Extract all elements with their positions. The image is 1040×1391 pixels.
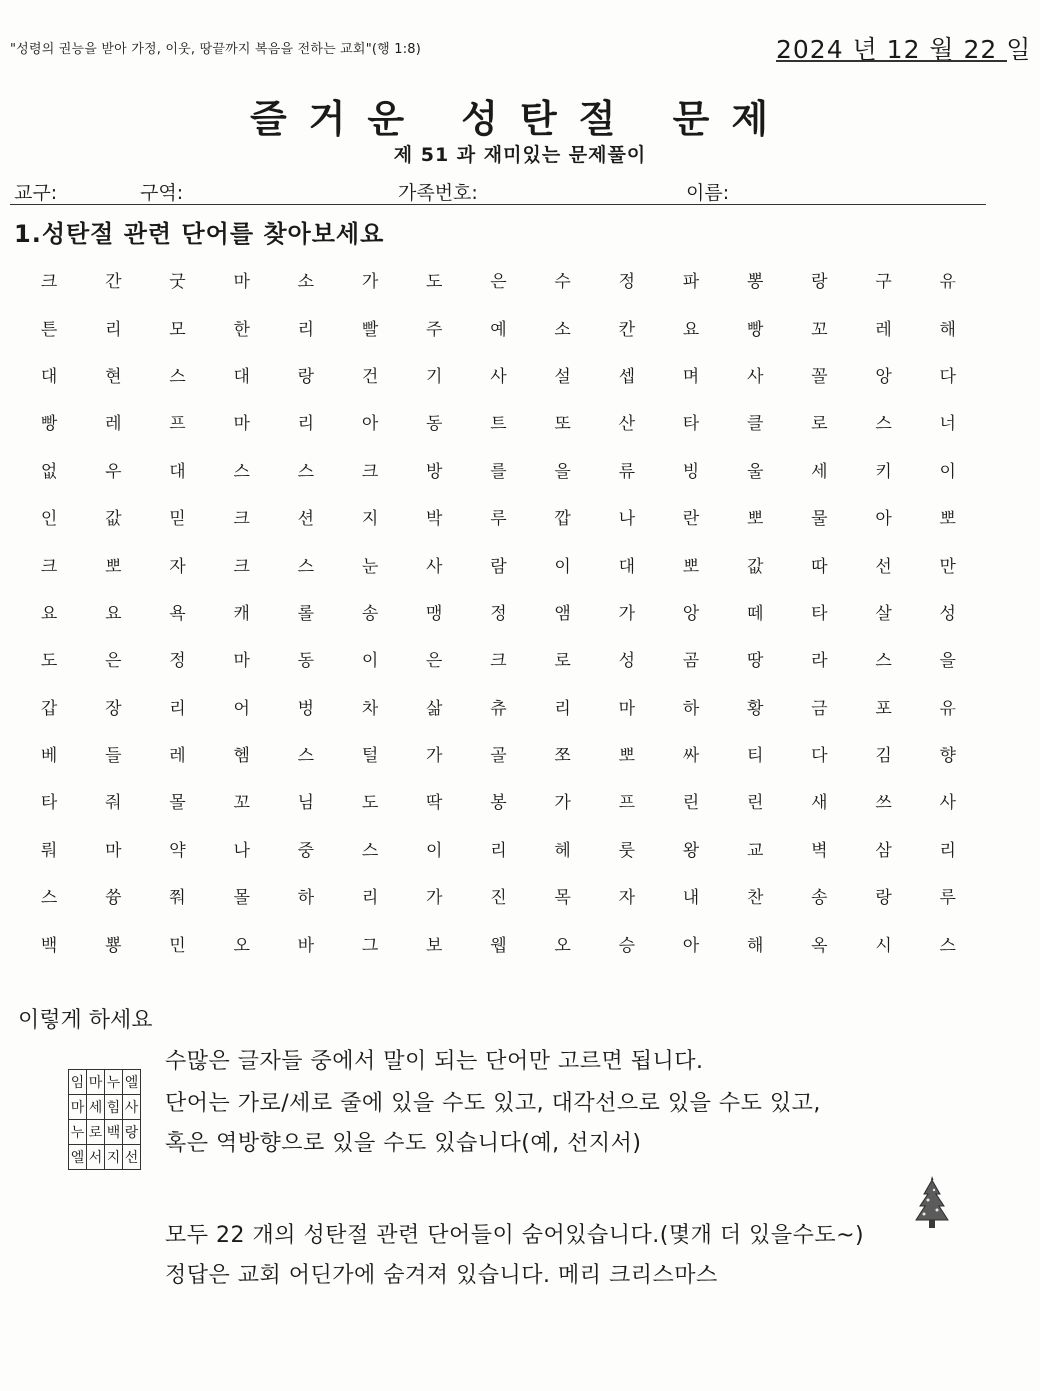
grid-cell: 로 [554, 651, 571, 672]
grid-cell: 마 [618, 698, 635, 719]
grid-cell: 보 [426, 935, 443, 956]
example-cell: 힘 [105, 1095, 123, 1120]
grid-cell: 한 [233, 319, 250, 340]
grid-cell: 이 [426, 840, 443, 861]
grid-cell: 레 [169, 746, 186, 767]
grid-cell: 뽀 [939, 509, 956, 530]
grid-cell: 레 [875, 319, 892, 340]
example-cell: 누 [69, 1120, 87, 1145]
grid-cell: 정 [490, 603, 507, 624]
grid-cell: 해 [939, 319, 956, 340]
grid-cell: 츄 [490, 698, 507, 719]
grid-cell: 마 [105, 840, 122, 861]
grid-row [17, 303, 980, 350]
grid-cell: 새 [811, 793, 828, 814]
grid-cell: 리 [297, 414, 315, 435]
grid-cell: 깝 [554, 509, 571, 530]
church-motto: "성령의 권능을 받아 가정, 이웃, 땅끝까지 복음을 전하는 교회"(행 1:8) [10, 42, 422, 57]
instruction-line: 수많은 글자들 중에서 말이 되는 단어만 고르면 됩니다. [165, 1049, 704, 1074]
grid-cell: 자 [169, 556, 186, 577]
grid-cell: 트 [490, 414, 507, 435]
grid-cell: 산 [618, 414, 635, 435]
grid-cell: 앙 [875, 366, 892, 387]
grid-cell: 방 [426, 461, 443, 482]
grid-cell: 바 [297, 935, 315, 956]
grid-cell: 값 [105, 509, 122, 530]
grid-cell: 향 [939, 746, 956, 767]
grid-cell: 룻 [618, 840, 635, 861]
grid-cell: 가 [618, 603, 635, 624]
grid-cell: 요 [40, 603, 58, 624]
grid-cell: 다 [811, 746, 828, 767]
grid-cell: 울 [746, 461, 764, 482]
lesson-subtitle: 제 51 과 재미있는 문제풀이 [393, 144, 647, 166]
grid-cell: 도 [361, 793, 379, 814]
grid-row [17, 493, 980, 540]
grid-cell: 스 [939, 935, 956, 956]
grid-cell: 가 [426, 888, 443, 909]
grid-cell: 크 [40, 556, 58, 577]
grid-cell: 뽀 [682, 556, 700, 577]
grid-cell: 스 [297, 746, 315, 767]
grid-cell: 루 [490, 509, 507, 530]
grid-cell: 나 [233, 840, 250, 861]
howto-heading: 이렇게 하세요 [18, 1008, 153, 1033]
question-1: 1.성탄절 관련 단어를 찾아보세요 [14, 220, 385, 248]
grid-cell: 기 [426, 366, 443, 387]
grid-cell: 스 [233, 461, 250, 482]
grid-cell: 유 [939, 698, 956, 719]
grid-cell: 헤 [554, 840, 571, 861]
grid-cell: 또 [554, 414, 571, 435]
grid-row [17, 683, 980, 730]
grid-cell: 동 [297, 651, 315, 672]
grid-cell: 중 [297, 840, 315, 861]
grid-cell: 동 [426, 414, 443, 435]
grid-cell: 칸 [618, 319, 635, 340]
grid-cell: 루 [939, 888, 956, 909]
grid-cell: 삶 [426, 698, 443, 719]
grid-cell: 오 [233, 935, 250, 956]
grid-cell: 목 [554, 888, 571, 909]
grid-cell: 사 [939, 793, 956, 814]
grid-cell: 설 [554, 366, 571, 387]
grid-cell: 성 [618, 651, 635, 672]
grid-row [17, 919, 980, 966]
grid-cell: 뽕 [746, 272, 764, 293]
grid-cell: 가 [426, 746, 443, 767]
grid-cell: 약 [169, 840, 186, 861]
example-cell: 엘 [123, 1070, 141, 1095]
grid-row [17, 825, 980, 872]
grid-cell: 요 [105, 603, 122, 624]
grid-cell: 눈 [361, 556, 379, 577]
grid-cell: 구 [875, 272, 892, 293]
family-number-field: 가족번호: [398, 182, 478, 204]
grid-cell: 몰 [233, 888, 250, 909]
grid-cell: 다 [939, 366, 956, 387]
grid-row [17, 588, 980, 635]
grid-row [17, 351, 980, 398]
grid-cell: 포 [875, 698, 892, 719]
page-title: 즐거운 성탄절 문제 [249, 97, 791, 141]
grid-row [17, 446, 980, 493]
example-cell: 지 [105, 1145, 123, 1170]
grid-cell: 타 [682, 414, 700, 435]
grid-cell: 줘 [105, 793, 122, 814]
grid-cell: 털 [361, 746, 379, 767]
grid-cell: 헴 [233, 746, 250, 767]
grid-cell: 이 [554, 556, 571, 577]
grid-cell: 민 [169, 935, 186, 956]
grid-cell: 들 [105, 746, 122, 767]
grid-cell: 를 [490, 461, 507, 482]
grid-cell: 린 [746, 793, 764, 814]
grid-cell: 시 [875, 935, 892, 956]
grid-cell: 리 [361, 888, 379, 909]
example-grid [68, 1069, 141, 1170]
grid-cell: 값 [746, 556, 764, 577]
example-cell: 임 [69, 1070, 87, 1095]
grid-cell: 물 [811, 509, 828, 530]
grid-cell: 굿 [169, 272, 186, 293]
grid-cell: 곰 [682, 651, 700, 672]
grid-row [17, 872, 980, 919]
example-cell: 마 [69, 1095, 87, 1120]
grid-cell: 레 [105, 414, 122, 435]
grid-cell: 스 [40, 888, 58, 909]
grid-cell: 어 [233, 698, 250, 719]
grid-cell: 아 [682, 935, 700, 956]
grid-cell: 프 [169, 414, 186, 435]
grid-cell: 마 [233, 414, 250, 435]
grid-cell: 베 [40, 746, 58, 767]
grid-cell: 만 [939, 556, 956, 577]
grid-cell: 란 [682, 509, 700, 530]
grid-cell: 며 [682, 366, 700, 387]
name-field: 이름: [686, 182, 730, 204]
grid-cell: 쓩 [105, 888, 122, 909]
grid-cell: 은 [490, 272, 507, 293]
grid-cell: 왕 [682, 840, 700, 861]
grid-cell: 없 [40, 461, 58, 482]
grid-cell: 백 [40, 935, 58, 956]
grid-cell: 김 [875, 746, 892, 767]
grid-cell: 욕 [169, 603, 186, 624]
grid-cell: 빨 [361, 319, 379, 340]
grid-cell: 타 [811, 603, 828, 624]
grid-cell: 크 [490, 651, 507, 672]
grid-cell: 정 [618, 272, 635, 293]
grid-cell: 주 [426, 319, 443, 340]
grid-cell: 소 [554, 319, 571, 340]
example-row [69, 1095, 141, 1120]
grid-cell: 롤 [297, 603, 315, 624]
grid-cell: 님 [297, 793, 315, 814]
grid-cell: 승 [618, 935, 635, 956]
grid-row [17, 540, 980, 587]
grid-cell: 을 [939, 651, 956, 672]
grid-cell: 뽀 [618, 746, 635, 767]
example-cell: 랑 [123, 1120, 141, 1145]
grid-cell: 사 [746, 366, 764, 387]
grid-cell: 뤄 [40, 840, 58, 861]
grid-cell: 해 [746, 935, 764, 956]
grid-cell: 교 [746, 840, 764, 861]
example-cell: 마 [87, 1070, 105, 1095]
grid-cell: 간 [105, 272, 122, 293]
grid-cell: 오 [554, 935, 571, 956]
grid-cell: 성 [939, 603, 956, 624]
grid-cell: 하 [682, 698, 700, 719]
instruction-line: 정답은 교회 어딘가에 숨겨져 있습니다. 메리 크리스마스 [165, 1263, 718, 1288]
grid-cell: 수 [554, 272, 571, 293]
grid-cell: 너 [939, 414, 956, 435]
grid-cell: 스 [875, 414, 892, 435]
grid-cell: 류 [618, 461, 635, 482]
grid-cell: 랑 [875, 888, 892, 909]
grid-cell: 크 [233, 556, 250, 577]
grid-cell: 이 [361, 651, 379, 672]
grid-cell: 스 [361, 840, 379, 861]
grid-cell: 로 [811, 414, 828, 435]
example-row [69, 1120, 141, 1145]
grid-cell: 셉 [618, 366, 635, 387]
grid-cell: 션 [297, 509, 315, 530]
instruction-line: 단어는 가로/세로 줄에 있을 수도 있고, 대각선으로 있을 수도 있고, [165, 1091, 821, 1116]
example-cell: 백 [105, 1120, 123, 1145]
grid-cell: 싸 [682, 746, 700, 767]
grid-row [17, 256, 980, 303]
example-row [69, 1145, 141, 1170]
grid-cell: 요 [682, 319, 700, 340]
christmas-tree-icon [910, 1176, 954, 1238]
grid-cell: 사 [426, 556, 443, 577]
grid-cell: 클 [746, 414, 764, 435]
grid-cell: 티 [746, 746, 764, 767]
grid-cell: 따 [811, 556, 828, 577]
grid-cell: 도 [426, 272, 443, 293]
grid-cell: 현 [105, 366, 122, 387]
grid-cell: 뿅 [105, 935, 122, 956]
grid-cell: 파 [682, 272, 700, 293]
grid-cell: 튼 [40, 319, 58, 340]
grid-cell: 황 [746, 698, 764, 719]
grid-cell: 가 [554, 793, 571, 814]
grid-row [17, 398, 980, 445]
grid-cell: 모 [169, 319, 186, 340]
grid-cell: 삼 [875, 840, 892, 861]
grid-cell: 마 [233, 651, 250, 672]
grid-cell: 벙 [297, 698, 315, 719]
grid-cell: 믿 [169, 509, 186, 530]
grid-cell: 송 [811, 888, 828, 909]
grid-cell: 세 [811, 461, 828, 482]
grid-cell: 몰 [169, 793, 186, 814]
grid-cell: 아 [361, 414, 379, 435]
grid-cell: 대 [618, 556, 635, 577]
grid-cell: 도 [40, 651, 58, 672]
grid-cell: 리 [554, 698, 571, 719]
grid-cell: 지 [361, 509, 379, 530]
grid-cell: 빵 [746, 319, 764, 340]
grid-cell: 크 [40, 272, 58, 293]
example-cell: 선 [123, 1145, 141, 1170]
grid-cell: 스 [297, 556, 315, 577]
date-underline [776, 60, 1007, 62]
grid-cell: 가 [361, 272, 379, 293]
grid-cell: 찬 [746, 888, 764, 909]
grid-cell: 떼 [746, 603, 764, 624]
grid-cell: 골 [490, 746, 507, 767]
grid-row [17, 730, 980, 777]
grid-cell: 유 [939, 272, 956, 293]
grid-cell: 벽 [811, 840, 828, 861]
grid-cell: 빵 [40, 414, 58, 435]
info-underline [10, 204, 986, 205]
grid-cell: 뽀 [746, 509, 764, 530]
example-cell: 로 [87, 1120, 105, 1145]
example-row [69, 1070, 141, 1095]
grid-cell: 박 [426, 509, 443, 530]
grid-cell: 건 [361, 366, 379, 387]
grid-cell: 라 [811, 651, 828, 672]
grid-cell: 나 [618, 509, 635, 530]
grid-cell: 키 [875, 461, 892, 482]
district-field: 구역: [140, 182, 184, 204]
grid-cell: 정 [169, 651, 186, 672]
instruction-line: 혹은 역방향으로 있을 수도 있습니다(예, 선지서) [165, 1131, 642, 1156]
grid-cell: 리 [939, 840, 956, 861]
grid-cell: 꼴 [811, 366, 828, 387]
word-search-grid [17, 256, 980, 967]
grid-cell: 살 [875, 603, 892, 624]
grid-cell: 선 [875, 556, 892, 577]
grid-cell: 아 [875, 509, 892, 530]
grid-cell: 우 [105, 461, 122, 482]
grid-cell: 랑 [811, 272, 828, 293]
grid-cell: 리 [105, 319, 122, 340]
grid-cell: 스 [169, 366, 186, 387]
grid-cell: 스 [875, 651, 892, 672]
grid-cell: 쓰 [875, 793, 892, 814]
grid-cell: 랑 [297, 366, 315, 387]
grid-cell: 대 [40, 366, 58, 387]
grid-cell: 금 [811, 698, 828, 719]
grid-cell: 소 [297, 272, 315, 293]
grid-cell: 갑 [40, 698, 58, 719]
grid-cell: 사 [490, 366, 507, 387]
grid-cell: 쭤 [169, 888, 186, 909]
grid-cell: 타 [40, 793, 58, 814]
grid-cell: 딱 [426, 793, 443, 814]
grid-cell: 하 [297, 888, 315, 909]
grid-cell: 예 [490, 319, 507, 340]
instruction-line: 모두 22 개의 성탄절 관련 단어들이 숨어있습니다.(몇개 더 있을수도~) [165, 1223, 865, 1248]
grid-row [17, 635, 980, 682]
grid-cell: 인 [40, 509, 58, 530]
grid-cell: 맹 [426, 603, 443, 624]
grid-cell: 은 [426, 651, 443, 672]
grid-cell: 이 [939, 461, 956, 482]
grid-cell: 땅 [746, 651, 764, 672]
grid-cell: 크 [233, 509, 250, 530]
grid-cell: 꼬 [811, 319, 828, 340]
grid-cell: 봉 [490, 793, 507, 814]
grid-cell: 스 [297, 461, 315, 482]
grid-cell: 뽀 [105, 556, 122, 577]
grid-cell: 빙 [682, 461, 700, 482]
date: 2024 년 12 월 22 일 [776, 35, 1032, 64]
grid-cell: 차 [361, 698, 379, 719]
grid-cell: 그 [361, 935, 379, 956]
grid-cell: 은 [105, 651, 122, 672]
grid-cell: 쪼 [554, 746, 571, 767]
grid-cell: 대 [169, 461, 186, 482]
parish-field: 교구: [14, 182, 58, 204]
grid-cell: 앙 [682, 603, 700, 624]
example-cell: 사 [123, 1095, 141, 1120]
grid-cell: 크 [361, 461, 379, 482]
grid-row [17, 777, 980, 824]
grid-cell: 을 [554, 461, 571, 482]
grid-cell: 프 [618, 793, 635, 814]
grid-cell: 리 [490, 840, 507, 861]
grid-cell: 앰 [554, 603, 571, 624]
grid-cell: 송 [361, 603, 379, 624]
example-cell: 엘 [69, 1145, 87, 1170]
example-cell: 세 [87, 1095, 105, 1120]
grid-cell: 장 [105, 698, 122, 719]
example-cell: 누 [105, 1070, 123, 1095]
grid-cell: 캐 [233, 603, 250, 624]
grid-cell: 진 [490, 888, 507, 909]
grid-cell: 대 [233, 366, 250, 387]
grid-cell: 옥 [811, 935, 828, 956]
grid-cell: 리 [297, 319, 315, 340]
grid-cell: 린 [682, 793, 700, 814]
grid-cell: 내 [682, 888, 700, 909]
grid-cell: 자 [618, 888, 635, 909]
example-cell: 서 [87, 1145, 105, 1170]
grid-cell: 리 [169, 698, 186, 719]
grid-cell: 웹 [490, 935, 507, 956]
grid-cell: 마 [233, 272, 250, 293]
grid-cell: 꼬 [233, 793, 250, 814]
grid-cell: 람 [490, 556, 507, 577]
